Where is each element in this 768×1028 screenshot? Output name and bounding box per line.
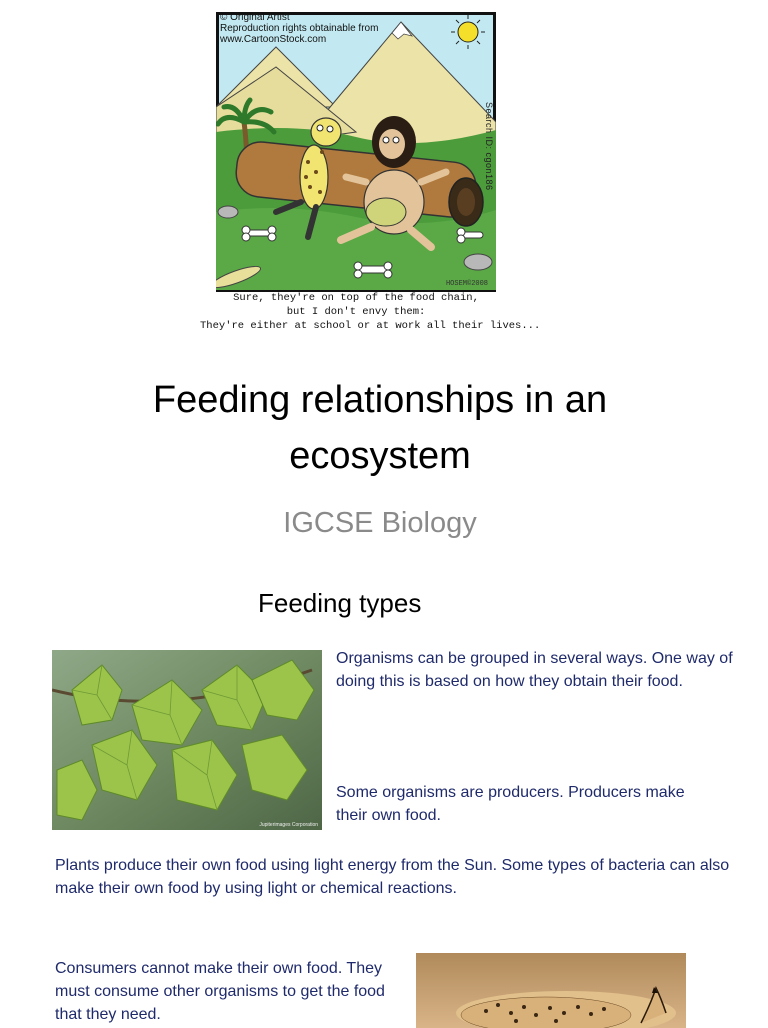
section-heading: Feeding types <box>258 588 422 618</box>
cheetah-photo <box>416 953 686 1028</box>
consumers-paragraph: Consumers cannot make their own food. They must consume other organisms to get the food that they need. <box>55 960 385 1023</box>
cheetah-drawing <box>416 953 686 1028</box>
cartoon-image <box>216 12 496 292</box>
photo-credit: Jupiterimages Corporation <box>259 822 318 828</box>
cartoon-credit: © Original Artist Reproduction rights obtainable from www.CartoonStock.com <box>220 12 379 45</box>
intro-paragraph: Organisms can be grouped in several ways. One way of doing this is based on how they obtain their food. <box>336 650 733 690</box>
plants-paragraph: Plants produce their own food using light energy from the Sun. Some types of bacteria can also make their own food by using light or chemical reactions. <box>55 857 730 897</box>
cartoon-search-id: Search ID: cgon186 <box>484 102 494 191</box>
producers-paragraph: Some organisms are producers. Producers make their own food. <box>336 784 685 824</box>
caption-line: but I don't envy them: <box>286 306 426 318</box>
caption-line: Sure, they're on top of the food chain, <box>233 292 479 304</box>
page-subtitle: IGCSE Biology <box>283 507 477 539</box>
caption-line: They're either at school or at work all their lives... <box>200 320 541 332</box>
title-line: ecosystem <box>289 435 471 477</box>
leaf-photo <box>52 650 322 830</box>
page-title <box>60 372 700 484</box>
leaf-drawing <box>52 650 322 830</box>
cartoon-drawing <box>216 12 496 292</box>
cartoon-caption <box>200 291 541 333</box>
cartoon-signature: HOSEM©2008 <box>445 280 488 288</box>
title-line: Feeding relationships in an <box>152 379 608 421</box>
